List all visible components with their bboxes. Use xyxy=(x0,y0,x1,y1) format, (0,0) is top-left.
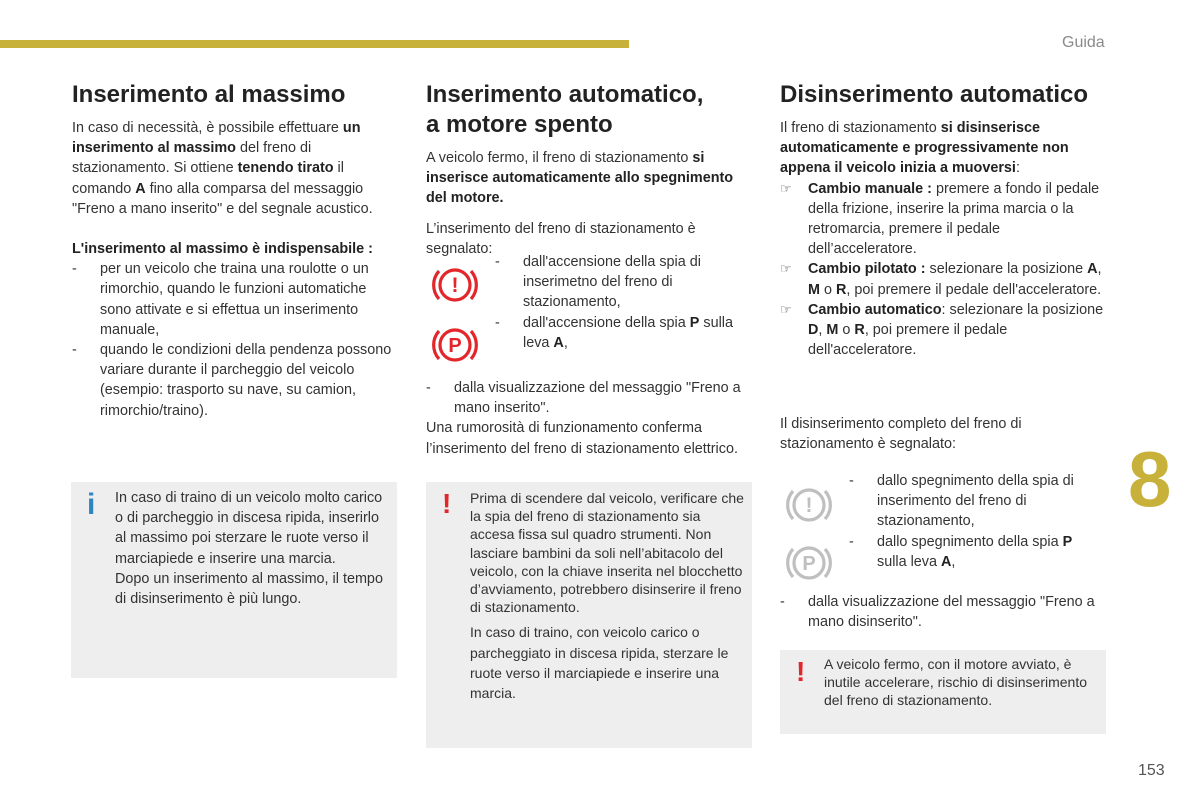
intro-paragraph: In caso di necessità, è possibile effettuare un inserimento al massimo del freno di stazionamento. Si ottiene tenendo tirato il comando A fino alla comparsa del messaggio "Freno a mano inserito" e del segnale acustico. xyxy=(72,120,373,217)
requirement-list xyxy=(72,259,400,421)
list-item: - per un veicolo che traina una roulotte o un rimorchio, quando le funzioni automatiche sono attivate e si effettua un inserimento manuale, xyxy=(72,259,400,340)
warning-icon: ! xyxy=(442,488,452,519)
page-number: 153 xyxy=(1138,762,1165,779)
lamp-symbol: ! xyxy=(805,494,813,517)
lamp-symbol: ! xyxy=(451,274,459,297)
column-continuation xyxy=(426,378,756,459)
list-item: - quando le condizioni della pendenza possono variare durante il parcheggio del veicolo (esempio: trasporto su nave, su camion, rimorchio/traino). xyxy=(72,340,400,421)
list-item: ☞ Cambio manuale : premere a fondo il pedale della frizione, inserire la prima marcia o la retromarcia, premere il pedale dell’acceleratore. xyxy=(780,180,1100,258)
warning-text: In caso di traino, con veicolo carico o parcheggiato in discesa ripida, sterzare le ruote verso il marciapiede e inserire una marcia. xyxy=(470,624,729,702)
info-text: Dopo un inserimento al massimo, il tempo di disinserimento è più lungo. xyxy=(115,570,383,608)
gearbox-list xyxy=(780,179,1108,361)
info-text: In caso di traino di un veicolo molto carico o di parcheggio in discesa ripida, inserirlo al massimo poi sterzare le ruote verso il marciapiede e inserire una marcia. xyxy=(115,490,383,567)
list-item: - dallo spegnimento della spia P sulla leva A, xyxy=(849,532,1099,572)
warning-box xyxy=(780,650,1106,734)
signal-text: Il disinserimento completo del freno di stazionamento è segnalato: xyxy=(780,416,1022,453)
warning-box xyxy=(426,482,752,748)
message-list xyxy=(426,378,756,418)
indicator-list xyxy=(849,471,1099,572)
list-item: ☞ Cambio pilotato : selezionare la posizione A, M o R, poi premere il pedale dell'acceleratore. xyxy=(780,261,1102,298)
warning-text: Prima di scendere dal veicolo, verificare che la spia del freno di stazionamento sia accesa fissa sul quadro strumenti. Non lasciare bambini da soli nell’abitacolo del veicolo, con la chiave inserita nel blocchetto d’avviamento, potrebbero disinserire il freno di stazionamento. xyxy=(470,490,744,616)
warning-icon: ! xyxy=(796,656,806,687)
pointing-hand-icon: ☞ xyxy=(780,301,792,317)
confirm-text: Una rumorosità di funzionamento conferma l’inserimento del freno di stazionamento elettrico. xyxy=(426,420,738,457)
lamp-symbol: P xyxy=(802,553,816,575)
header-accent-bar xyxy=(0,40,629,48)
list-item: - dalla visualizzazione del messaggio "Freno a mano disinserito". xyxy=(780,592,1110,632)
list-item: - dall'accensione della spia P sulla leva A, xyxy=(495,313,755,353)
message-list xyxy=(780,592,1110,632)
column-disinserimento-automatico xyxy=(780,80,1108,360)
warning-text: A veicolo fermo, con il motore avviato, è inutile accelerare, rischio di disinserimento del freno di stazionamento. xyxy=(824,656,1088,709)
pointing-hand-icon: ☞ xyxy=(780,261,792,277)
list-item: - dallo spegnimento della spia di inserimento del freno di stazionamento, xyxy=(849,471,1099,532)
intro-paragraph: Il freno di stazionamento si disinserisce automaticamente e progressivamente non appena il veicolo inizia a muoversi: xyxy=(780,120,1069,177)
brake-warning-lamp-off-icon xyxy=(784,480,834,530)
info-icon: i xyxy=(87,488,96,521)
parking-brake-lamp-off-icon xyxy=(784,538,834,588)
parking-brake-lamp-icon xyxy=(430,320,480,370)
column-inserimento-automatico xyxy=(426,80,754,259)
section-title: Inserimento al massimo xyxy=(72,81,346,108)
section-label: Guida xyxy=(1062,34,1105,51)
column-inserimento-al-massimo xyxy=(72,80,400,421)
brake-warning-lamp-icon xyxy=(430,260,480,310)
intro-paragraph: A veicolo fermo, il freno di stazionamento si inserisce automaticamente allo spegnimento del motore. xyxy=(426,150,734,207)
lamp-symbol: P xyxy=(448,335,462,357)
pointing-hand-icon: ☞ xyxy=(780,180,792,196)
section-title: Inserimento automatico, a motore spento xyxy=(426,81,704,138)
indicator-list xyxy=(495,252,755,353)
info-box xyxy=(71,482,397,678)
requirement-title: L'inserimento al massimo è indispensabile : xyxy=(72,241,373,258)
section-title: Disinserimento automatico xyxy=(780,81,1089,108)
list-item: - dalla visualizzazione del messaggio "Freno a mano inserito". xyxy=(426,378,756,418)
signal-text: L’inserimento del freno di stazionamento è segnalato: xyxy=(426,220,696,257)
list-item: ☞ Cambio automatico: selezionare la posizione D, M o R, poi premere il pedale dell'acceleratore. xyxy=(780,301,1104,359)
list-item: - dall'accensione della spia di inserimetno del freno di stazionamento, xyxy=(495,252,755,313)
chapter-number: 8 xyxy=(1128,435,1172,523)
